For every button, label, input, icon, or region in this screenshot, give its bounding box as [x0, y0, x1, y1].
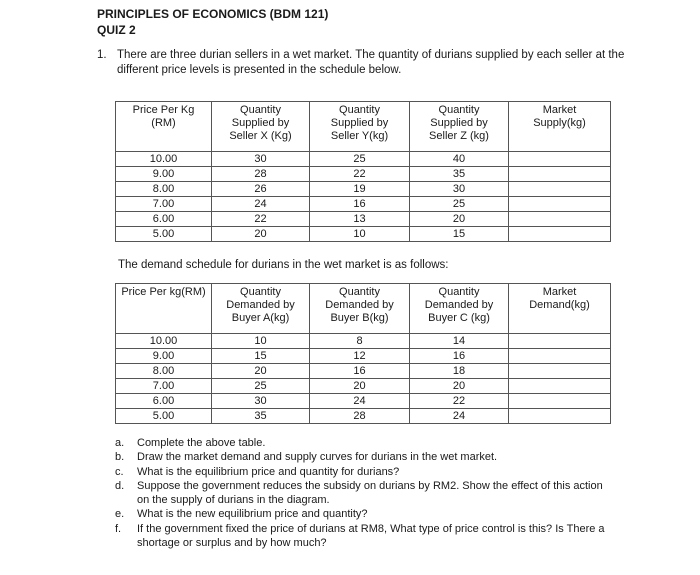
table-cell: 20	[212, 364, 310, 379]
table-cell: 10	[310, 227, 410, 242]
column-header: Market Supply(kg)	[509, 102, 611, 152]
table-cell: 10	[212, 334, 310, 349]
table-cell: 8	[310, 334, 410, 349]
table-row	[116, 409, 611, 424]
demand-table-body	[116, 334, 611, 424]
table-cell: 7.00	[116, 197, 212, 212]
table-cell: 22	[310, 167, 410, 182]
task-text: If the government fixed the price of durians at RM8, What type of price control is this? Is There a shortage or surplus and by how much?	[137, 522, 605, 550]
table-cell: 20	[410, 379, 509, 394]
task-text: Suppose the government reduces the subsidy on durians by RM2. Show the effect of this action on the supply of durians in the diagram.	[137, 479, 603, 507]
table-row	[116, 197, 611, 212]
answer-cell	[509, 167, 611, 182]
column-header: Quantity Supplied by Seller Z (kg)	[410, 102, 509, 152]
answer-cell	[509, 152, 611, 167]
table-cell: 19	[310, 182, 410, 197]
task-text: What is the equilibrium price and quantity for durians?	[137, 465, 400, 478]
table-cell: 6.00	[116, 212, 212, 227]
table-cell: 30	[410, 182, 509, 197]
task-item	[115, 507, 615, 521]
answer-cell	[509, 379, 611, 394]
table-cell: 20	[212, 227, 310, 242]
table-cell: 30	[212, 394, 310, 409]
table-cell: 16	[410, 349, 509, 364]
task-letter: c.	[115, 465, 124, 478]
course-title: PRINCIPLES OF ECONOMICS (BDM 121)	[97, 7, 329, 21]
table-cell: 20	[410, 212, 509, 227]
document-header	[97, 6, 328, 38]
table-cell: 18	[410, 364, 509, 379]
table-cell: 25	[410, 197, 509, 212]
task-list	[115, 436, 615, 550]
task-letter: e.	[115, 508, 125, 521]
table-cell: 22	[212, 212, 310, 227]
task-letter: b.	[115, 451, 125, 464]
table-row	[116, 167, 611, 182]
quiz-title: QUIZ 2	[97, 23, 136, 37]
column-header: Quantity Demanded by Buyer A(kg)	[212, 284, 310, 334]
table-cell: 9.00	[116, 167, 212, 182]
answer-cell	[509, 394, 611, 409]
task-letter: a.	[115, 437, 125, 449]
supply-table-body	[116, 152, 611, 242]
table-cell: 35	[410, 167, 509, 182]
demand-schedule-table	[115, 283, 611, 424]
answer-cell	[509, 334, 611, 349]
table-cell: 28	[212, 167, 310, 182]
task-text: Complete the above table.	[137, 437, 266, 449]
table-cell: 35	[212, 409, 310, 424]
task-text: What is the new equilibrium price and quantity?	[137, 508, 368, 521]
table-row	[116, 379, 611, 394]
answer-cell	[509, 212, 611, 227]
table-cell: 25	[310, 152, 410, 167]
table-row	[116, 152, 611, 167]
table-cell: 30	[212, 152, 310, 167]
table-cell: 8.00	[116, 182, 212, 197]
answer-cell	[509, 349, 611, 364]
question-text: There are three durian sellers in a wet market. The quantity of durians supplied by each seller at the different price levels is presented in the schedule below.	[117, 49, 625, 76]
table-cell: 15	[212, 349, 310, 364]
column-header: Quantity Supplied by Seller X (Kg)	[212, 102, 310, 152]
task-item	[115, 465, 615, 479]
table-header-row	[116, 284, 611, 334]
table-cell: 9.00	[116, 349, 212, 364]
table-row	[116, 394, 611, 409]
supply-schedule-table	[115, 101, 611, 242]
table-cell: 25	[212, 379, 310, 394]
table-cell: 10.00	[116, 334, 212, 349]
column-header: Quantity Demanded by Buyer C (kg)	[410, 284, 509, 334]
table-cell: 22	[410, 394, 509, 409]
table-row	[116, 212, 611, 227]
column-header: Market Demand(kg)	[509, 284, 611, 334]
table-cell: 24	[410, 409, 509, 424]
table-cell: 14	[410, 334, 509, 349]
table-cell: 20	[310, 379, 410, 394]
table-cell: 24	[212, 197, 310, 212]
table-cell: 6.00	[116, 394, 212, 409]
column-header: Price Per kg(RM)	[116, 284, 212, 334]
column-header: Price Per Kg (RM)	[116, 102, 212, 152]
column-header: Quantity Supplied by Seller Y(kg)	[310, 102, 410, 152]
answer-cell	[509, 364, 611, 379]
question-1	[97, 48, 637, 78]
table-cell: 13	[310, 212, 410, 227]
table-cell: 15	[410, 227, 509, 242]
task-item	[115, 522, 615, 551]
table-cell: 24	[310, 394, 410, 409]
table-cell: 10.00	[116, 152, 212, 167]
table-cell: 7.00	[116, 379, 212, 394]
task-item	[115, 479, 615, 508]
table-row	[116, 349, 611, 364]
question-number: 1.	[97, 49, 107, 61]
answer-cell	[509, 227, 611, 242]
table-row	[116, 364, 611, 379]
table-cell: 12	[310, 349, 410, 364]
task-item	[115, 450, 615, 464]
table-header-row	[116, 102, 611, 152]
table-cell: 16	[310, 364, 410, 379]
table-cell: 16	[310, 197, 410, 212]
table-row	[116, 182, 611, 197]
task-item	[115, 436, 615, 450]
task-letter: d.	[115, 479, 125, 492]
task-text: Draw the market demand and supply curves for durians in the wet market.	[137, 451, 498, 464]
task-letter: f.	[115, 522, 122, 535]
answer-cell	[509, 182, 611, 197]
table-cell: 8.00	[116, 364, 212, 379]
table-cell: 5.00	[116, 227, 212, 242]
table-cell: 40	[410, 152, 509, 167]
column-header: Quantity Demanded by Buyer B(kg)	[310, 284, 410, 334]
table-cell: 5.00	[116, 409, 212, 424]
answer-cell	[509, 197, 611, 212]
table-cell: 28	[310, 409, 410, 424]
table-row	[116, 334, 611, 349]
table-row	[116, 227, 611, 242]
answer-cell	[509, 409, 611, 424]
table-cell: 26	[212, 182, 310, 197]
demand-intro-text: The demand schedule for durians in the wet market is as follows:	[118, 259, 449, 271]
